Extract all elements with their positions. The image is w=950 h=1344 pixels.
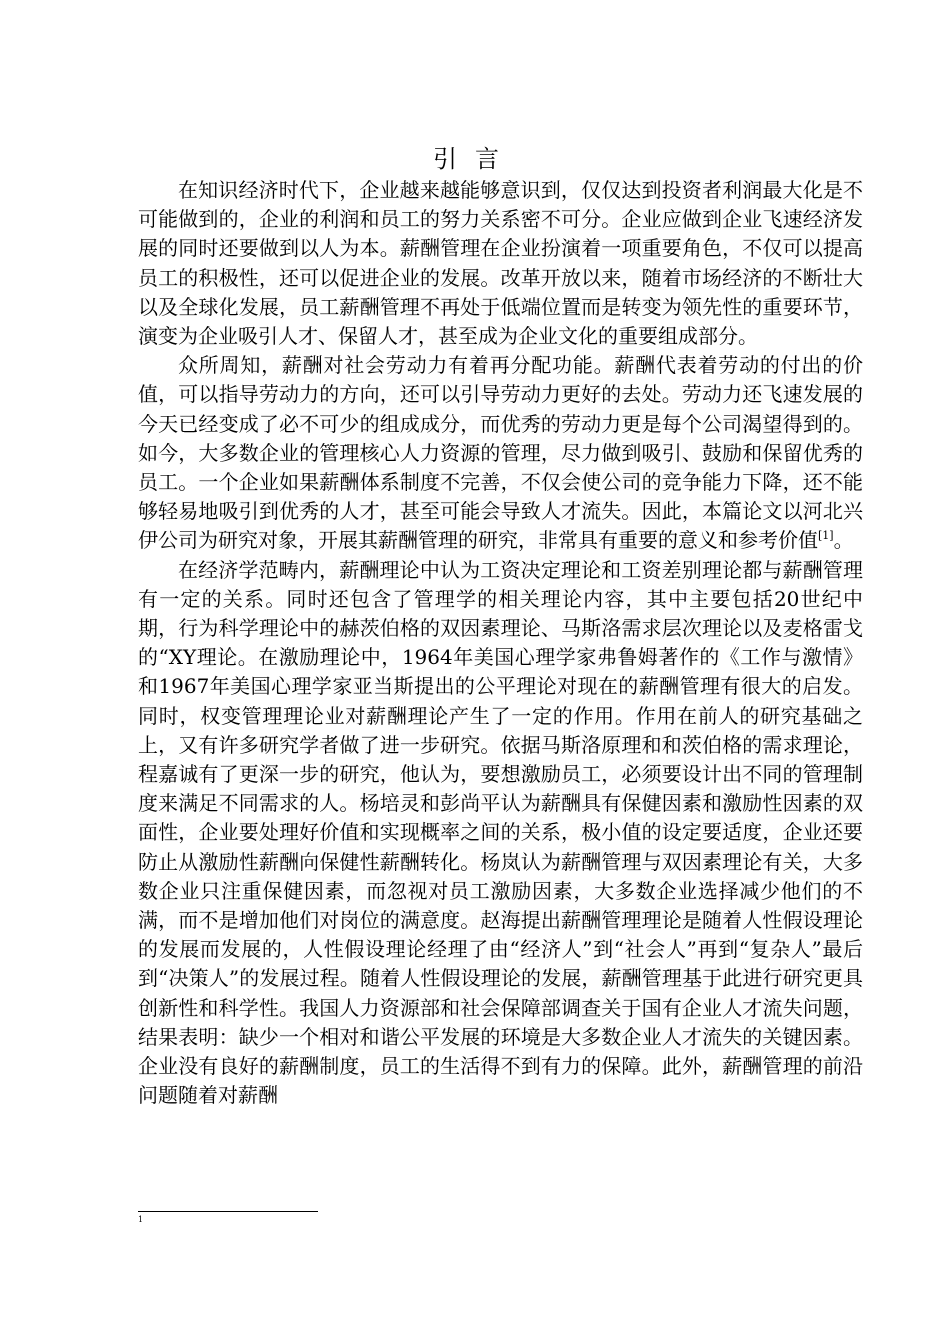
paragraph-text: 众所周知，薪酬对社会劳动力有着再分配功能。薪酬代表着劳动的付出的价值，可以指导劳动力的方向，还可以引导劳动力更好的去处。劳动力还飞速发展的今天已经变成了必不可少的组成成分，而优秀的劳动力更是每个公司渴望得到的。如今，大多数企业的管理核心人力资源的管理，尽力做到吸引、鼓励和保留优秀的员工。一个企业如果薪酬体系制度不完善，不仅会使公司的竞争能力下降，还不能够轻易地吸引到优秀的人才，甚至可能会导致人才流失。因此，本篇论文以河北兴伊公司为研究对象，开展其薪酬管理的研究，非常具有重要的意义和参考价值 — [138, 353, 863, 553]
paragraph-2 — [138, 351, 863, 555]
citation-ref[interactable]: [1] — [818, 529, 834, 543]
body-text — [138, 176, 863, 1111]
footnote-divider — [138, 1211, 318, 1212]
paragraph-text: 在经济学范畴内，薪酬理论中认为工资决定理论和工资差别理论都与薪酬管理有一定的关系。同时还包含了管理学的相关理论内容，其中主要包括20世纪中期，行为科学理论中的赫茨伯格的双因素理论、马斯洛需求层次理论以及麦格雷戈的“XY理论。在激励理论中，1964年美国心理学家弗鲁姆著作的《工作与激情》和1967年美国心理学家亚当斯提出的公平理论对现在的薪酬管理有很大的启发。同时，权变管理理论业对薪酬理论产生了一定的作用。作用在前人的研究基础之上，又有许多研究学者做了进一步研究。依据马斯洛原理和和茨伯格的需求理论，程嘉诚有了更深一步的研究，他认为，要想激励员工，必须要设计出不同的管理制度来满足不同需求的人。杨培灵和彭尚平认为薪酬具有保健因素和激励性因素的双面性，企业要处理好价值和实现概率之间的关系，极小值的设定要适度，企业还要防止从激励性薪酬向保健性薪酬转化。杨岚认为薪酬管理与双因素理论有关，大多数企业只注重保健因素，而忽视对员工激励因素，大多数企业选择减少他们的不满，而不是增加他们对岗位的满意度。赵海提出薪酬管理理论是随着人性假设理论的发展而发展的，人性假设理论经理了由“经济人”到“社会人”再到“复杂人”最后到“决策人”的发展过程。随着人性假设理论的发展，薪酬管理基于此进行研究更具创新性和科学性。我国人力资源部和社会保障部调查关于国有企业人才流失问题，结果表明：缺少一个相对和谐公平发展的环境是大多数企业人才流失的关键因素。企业没有良好的薪酬制度，员工的生活得不到有力的保障。此外，薪酬管理的前沿问题随着对薪酬 — [138, 557, 863, 1108]
footnote-marker: 1 — [138, 1215, 144, 1224]
paragraph-3 — [138, 556, 863, 1111]
paragraph-tail: 。 — [833, 528, 854, 553]
paragraph-text: 在知识经济时代下，企业越来越能够意识到，仅仅达到投资者利润最大化是不可能做到的，企业的利润和员工的努力关系密不可分。企业应做到企业飞速经济发展的同时还要做到以人为本。薪酬管理在企业扮演着一项重要角色，不仅可以提高员工的积极性，还可以促进企业的发展。改革开放以来，随着市场经济的不断壮大以及全球化发展，员工薪酬管理不再处于低端位置而是转变为领先性的重要环节，演变为企业吸引人才、保留人才，甚至成为企业文化的重要组成部分。 — [138, 178, 863, 349]
page-title: 引言 — [433, 145, 517, 173]
paragraph-1 — [138, 176, 863, 351]
